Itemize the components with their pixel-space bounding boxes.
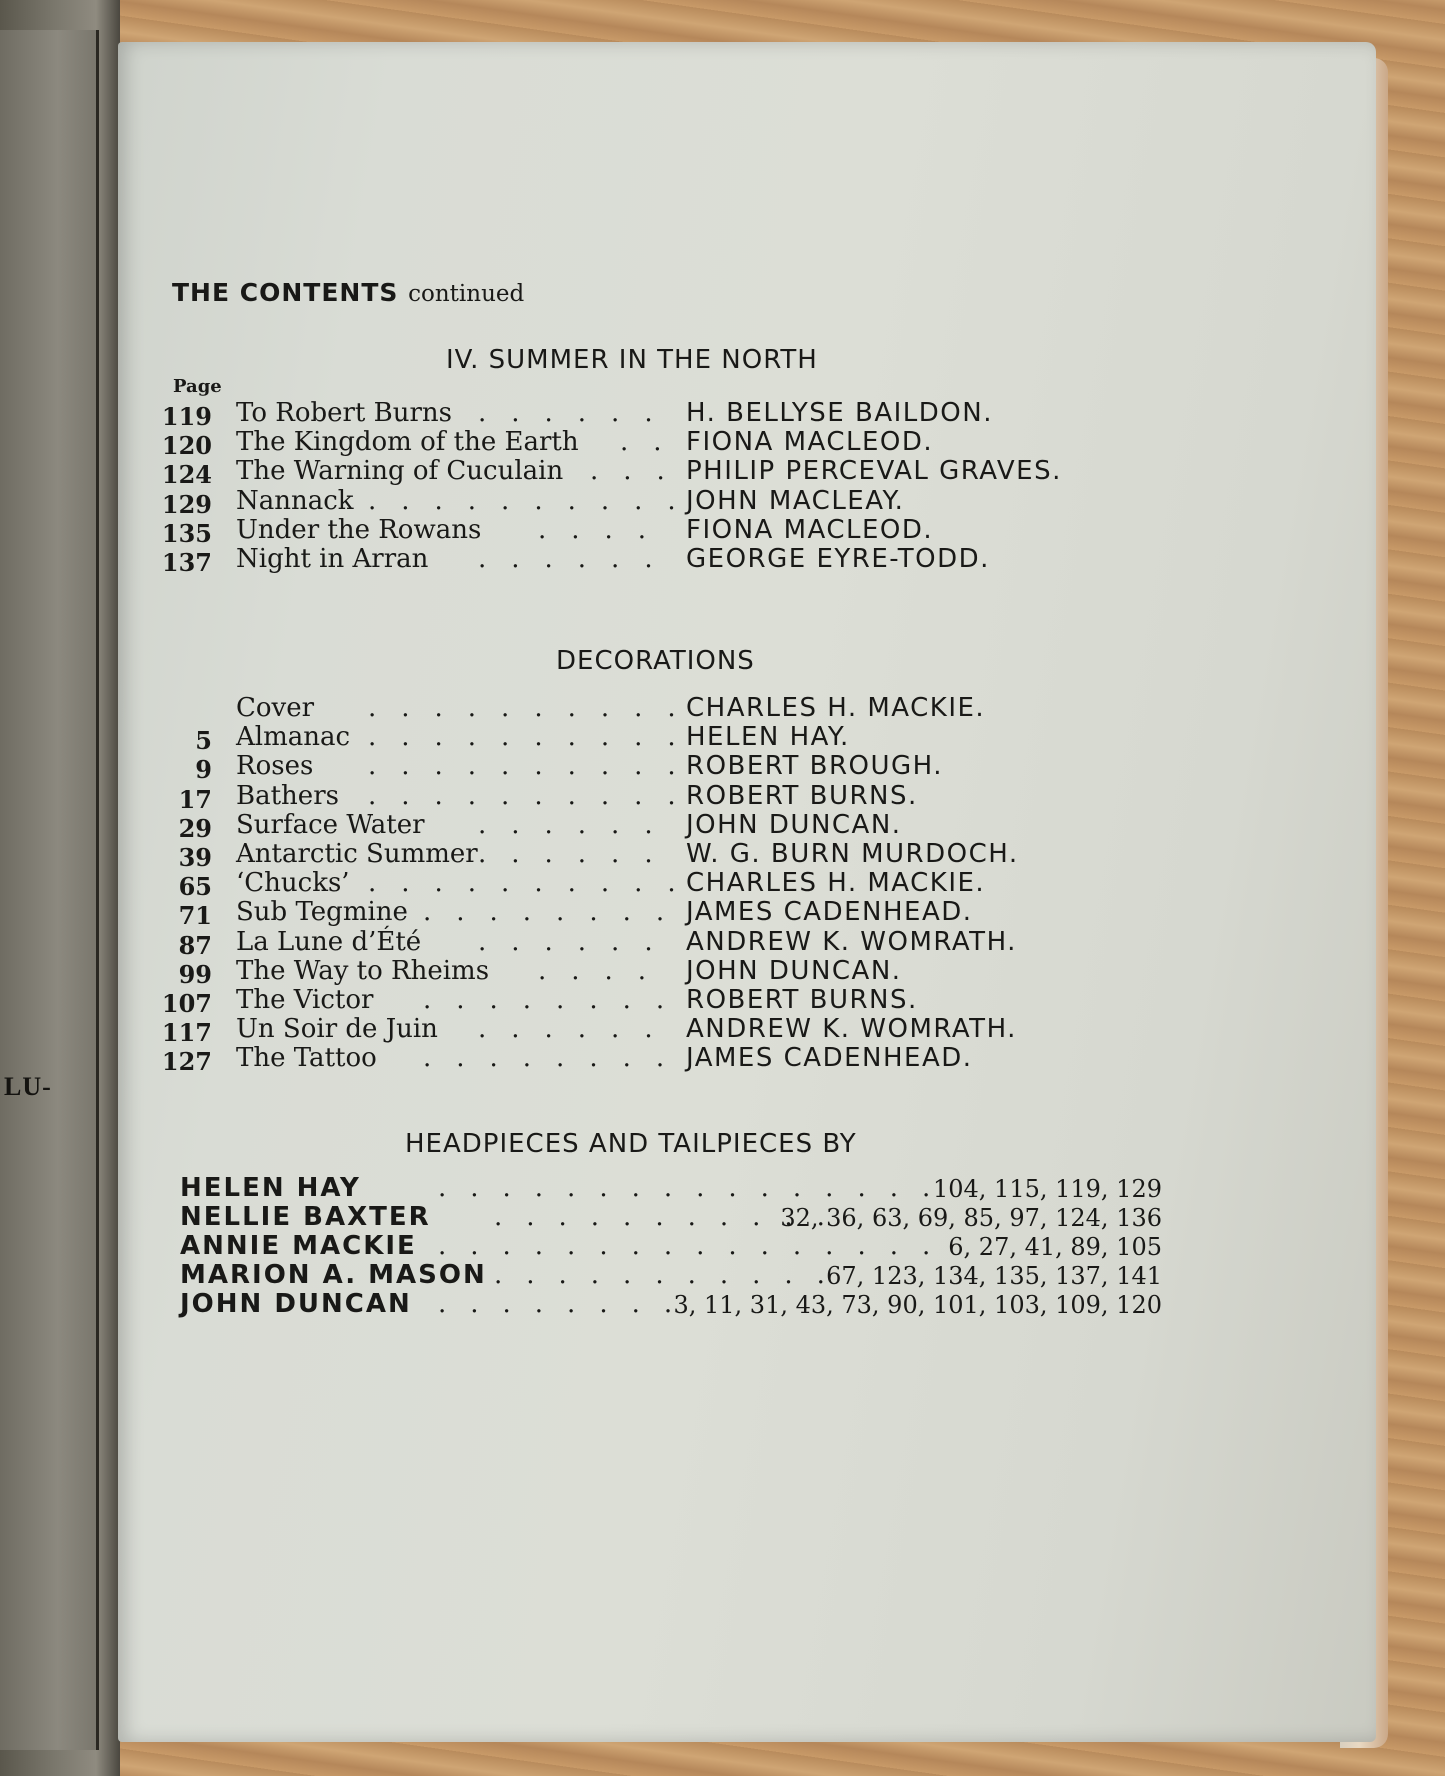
headpiece-artist: HELEN HAY — [180, 1173, 361, 1203]
contents-author: PHILIP PERCEVAL GRAVES. — [686, 456, 1062, 487]
decoration-page-number: 107 — [161, 989, 212, 1018]
headpiece-artist: MARION A. MASON — [180, 1260, 487, 1290]
contents-author: JOHN MACLEAY. — [686, 485, 905, 516]
decoration-page-number: 87 — [178, 930, 212, 960]
contents-title: Nannack — [236, 485, 354, 516]
decoration-author: JOHN DUNCAN. — [686, 955, 902, 986]
decoration-leader-dots: ...... — [478, 809, 678, 840]
decoration-leader-dots: ........ — [423, 897, 690, 928]
decoration-author: W. G. BURN MURDOCH. — [686, 839, 1019, 869]
contents-author: FIONA MACLEOD. — [686, 514, 934, 545]
decoration-page-number: 117 — [161, 1018, 212, 1048]
decoration-title: Sub Tegmine — [236, 897, 408, 928]
headpiece-leader-dots: ................ — [438, 1231, 955, 1261]
decoration-page-number: 71 — [178, 901, 212, 931]
decoration-leader-dots: ...... — [478, 839, 678, 869]
decoration-author: ROBERT BURNS. — [686, 780, 918, 811]
decoration-title: Almanac — [236, 722, 351, 753]
headpiece-pages: 6, 27, 41, 89, 105 — [948, 1233, 1162, 1261]
section-iv-title: IV. SUMMER IN THE NORTH — [446, 345, 818, 375]
contents-leader-dots: ... — [590, 456, 690, 487]
headpiece-leader-dots: ................ — [438, 1173, 955, 1203]
decoration-author: ANDREW K. WOMRATH. — [686, 1014, 1017, 1045]
decoration-leader-dots: ...... — [478, 1014, 678, 1045]
decoration-title: Antarctic Summer — [236, 839, 478, 869]
contents-leader-dots: ...... — [478, 544, 678, 574]
headpiece-pages: 32, 36, 63, 69, 85, 97, 124, 136 — [780, 1204, 1162, 1232]
contents-leader-dots: .... — [538, 514, 672, 545]
headpiece-pages: 104, 115, 119, 129 — [932, 1175, 1162, 1203]
decoration-author: HELEN HAY. — [686, 722, 850, 753]
contents-title: The Warning of Cuculain — [236, 456, 564, 487]
contents-continued: continued — [408, 281, 525, 307]
decoration-title: Surface Water — [236, 809, 425, 840]
contents-entry — [0, 544, 1445, 577]
decoration-page-number: 65 — [178, 872, 212, 902]
contents-author: GEORGE EYRE-TODD. — [686, 544, 990, 574]
decoration-leader-dots: .... — [538, 955, 672, 986]
decoration-author: ROBERT BURNS. — [686, 985, 918, 1015]
contents-page-number: 137 — [161, 548, 212, 577]
headpiece-pages: 3, 11, 31, 43, 73, 90, 101, 103, 109, 120 — [673, 1291, 1162, 1319]
decoration-page-number: 5 — [195, 726, 212, 756]
decoration-leader-dots: ........ — [423, 1043, 690, 1074]
contents-author: FIONA MACLEOD. — [686, 427, 934, 458]
headpiece-entry — [0, 1289, 1445, 1322]
decoration-leader-dots: ........ — [423, 985, 690, 1015]
decoration-title: The Victor — [236, 985, 374, 1015]
decoration-entry — [0, 1043, 1445, 1077]
decoration-title: Un Soir de Juin — [236, 1014, 438, 1045]
decoration-title: The Way to Rheims — [236, 955, 490, 986]
decoration-page-number: 17 — [178, 784, 212, 814]
decoration-title: La Lune d’Été — [236, 926, 422, 957]
decoration-leader-dots: .......... — [368, 722, 701, 753]
decoration-page-number: 9 — [195, 755, 212, 785]
decoration-leader-dots: ...... — [478, 926, 678, 957]
headpiece-leader-dots: ........ — [438, 1289, 697, 1319]
decoration-title: Bathers — [236, 780, 339, 811]
contents-page-number: 124 — [161, 460, 212, 490]
contents-title: THE CONTENTS — [172, 278, 399, 307]
contents-leader-dots: .......... — [368, 485, 701, 516]
headpieces-title: HEADPIECES AND TAILPIECES BY — [405, 1129, 857, 1159]
contents-page-number: 120 — [161, 431, 212, 461]
left-page-fragment: LU- — [4, 1072, 52, 1101]
decoration-page-number: 39 — [178, 843, 212, 872]
decoration-title: ‘Chucks’ — [236, 868, 350, 899]
decoration-author: ROBERT BROUGH. — [686, 751, 944, 782]
decoration-leader-dots: .......... — [368, 868, 701, 899]
decoration-title: Roses — [236, 751, 314, 782]
contents-page-number: 129 — [161, 489, 212, 519]
headpiece-artist: JOHN DUNCAN — [180, 1289, 412, 1319]
decoration-page-number: 127 — [161, 1047, 212, 1077]
contents-title: To Robert Burns — [236, 398, 453, 428]
decoration-page-number: 29 — [178, 813, 212, 843]
decoration-author: JOHN DUNCAN. — [686, 809, 902, 840]
decoration-author: ANDREW K. WOMRATH. — [686, 926, 1017, 957]
contents-author: H. BELLYSE BAILDON. — [686, 398, 993, 428]
decoration-leader-dots: .......... — [368, 693, 701, 723]
decoration-author: JAMES CADENHEAD. — [686, 897, 973, 928]
headpiece-artist: ANNIE MACKIE — [180, 1231, 417, 1261]
decoration-page-number: 99 — [178, 959, 212, 989]
decoration-title: The Tattoo — [236, 1043, 377, 1074]
contents-title: The Kingdom of the Earth — [236, 427, 579, 458]
contents-title: Under the Rowans — [236, 514, 482, 545]
headpiece-leader-dots: ........... — [494, 1260, 849, 1290]
decoration-author: CHARLES H. MACKIE. — [686, 868, 986, 899]
headpiece-pages: 67, 123, 134, 135, 137, 141 — [826, 1262, 1162, 1290]
headpiece-leader-dots: ........... — [494, 1202, 849, 1232]
contents-page-number: 119 — [161, 402, 212, 431]
contents-title: Night in Arran — [236, 544, 429, 574]
contents-leader-dots: .. — [620, 427, 687, 458]
decoration-title: Cover — [236, 693, 315, 723]
decoration-leader-dots: .......... — [368, 780, 701, 811]
contents-page-number: 135 — [161, 518, 212, 548]
decoration-author: CHARLES H. MACKIE. — [686, 693, 986, 723]
decoration-leader-dots: .......... — [368, 751, 701, 782]
page-column-label: Page — [173, 376, 222, 397]
decorations-title: DECORATIONS — [556, 646, 755, 676]
contents-header — [172, 278, 524, 307]
contents-leader-dots: ...... — [478, 398, 678, 428]
decoration-author: JAMES CADENHEAD. — [686, 1043, 973, 1074]
headpiece-artist: NELLIE BAXTER — [180, 1202, 431, 1232]
